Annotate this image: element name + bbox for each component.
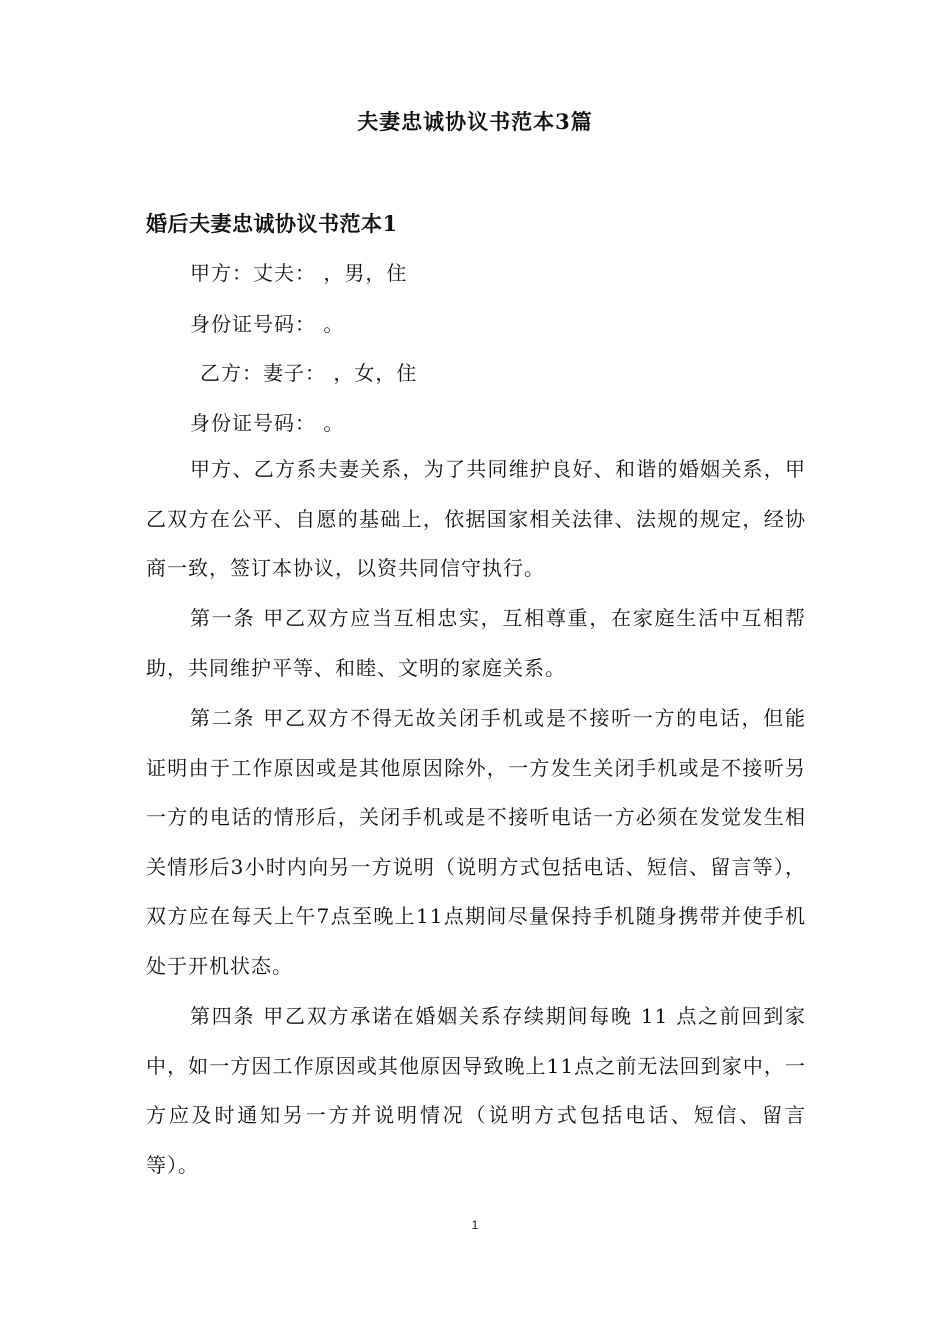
- party-a-id-line: 身份证号码： 。: [190, 312, 345, 336]
- paragraph-article-4: 第四条 甲乙双方承诺在婚姻关系存续期间每晚 11 点之前回到家中，如一方因工作原因或其他原因导致晚上11点之前无法回到家中，一方应及时通知另一方并说明情况（说明方式包括电话、短信、留言等）。: [146, 1004, 806, 1177]
- party-a-line: 甲方：丈夫： ，男，住: [190, 261, 408, 285]
- paragraph-preamble: 甲方、乙方系夫妻关系，为了共同维护良好、和谐的婚姻关系，甲乙双方在公平、自愿的基础上，依据国家相关法律、法规的规定，经协商一致，签订本协议，以资共同信守执行。: [146, 457, 806, 580]
- document-title: 夫妻忠诚协议书范本3篇: [357, 109, 593, 134]
- party-b-id-line: 身份证号码： 。: [190, 411, 345, 435]
- party-b-line: 乙方：妻子： ，女，住: [200, 361, 418, 385]
- paragraph-article-2: 第二条 甲乙双方不得无故关闭手机或是不接听一方的电话，但能证明由于工作原因或是其他原因除外，一方发生关闭手机或是不接听另一方的电话的情形后，关闭手机或是不接听电话一方必须在发觉发生相关情形后3小时内向另一方说明（说明方式包括电话、短信、留言等），双方应在每天上午7点至晚上11点期间尽量保持手机随身携带并使手机处于开机状态。: [146, 706, 806, 978]
- section-title: 婚后夫妻忠诚协议书范本1: [146, 211, 398, 236]
- page-number: 1: [471, 1218, 479, 1232]
- paragraph-article-1: 第一条 甲乙双方应当互相忠实，互相尊重，在家庭生活中互相帮助，共同维护平等、和睦、文明的家庭关系。: [146, 606, 806, 680]
